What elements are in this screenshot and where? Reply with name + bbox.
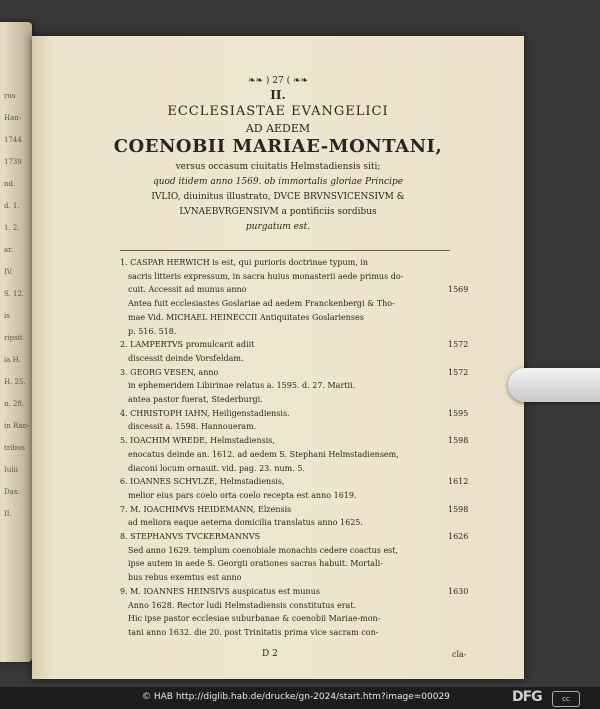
intro-line-4: LVNAEBVRGENSIVM a pontificiis sordibus (179, 207, 377, 217)
entry-year: 1569 (448, 285, 469, 295)
catchword: cla- (452, 650, 467, 659)
entry-year: 1630 (448, 586, 469, 596)
entry-line: 6. IOANNES SCHVLZE, Helmstadiensis, (120, 477, 285, 487)
entry-line: 7. M. IOACHIMVS HEIDEMANN, Elzensis (120, 504, 292, 514)
entry-line: diaconi locum ornauit. vid. pag. 23. num. 5. (128, 463, 305, 473)
section-number: II. (270, 88, 286, 102)
left-page-fragment: d. 1. (4, 202, 20, 210)
copyright-url[interactable]: © HAB http://diglib.hab.de/drucke/gn-2024/start.htm?image=00029 (142, 692, 450, 702)
left-page-fragment: ripsit (4, 334, 23, 342)
left-page-fragment: Dax. (4, 488, 20, 496)
entry-line: discessit deinde Vorsfeldam. (128, 353, 244, 363)
entry-line: 3. GEORG VESEN, anno (120, 367, 219, 377)
entry-line: bus rebus exemtus est anno (128, 573, 242, 583)
heading-line-2: AD AEDEM (245, 122, 311, 135)
left-page-fragment: II. (4, 510, 12, 518)
left-page-fragment: 1739 (4, 158, 22, 166)
entry-line: in ephemeridem Libirinae relatus a. 1595. d. 27. Martii. (128, 381, 356, 391)
left-page-edge (0, 22, 32, 662)
page-number-header: ❧❧ ) 27 ( ❧❧ (247, 76, 309, 86)
left-page-fragment: tribus (4, 444, 25, 452)
left-page-fragment: rus (4, 92, 16, 100)
entry-year: 1572 (448, 367, 469, 377)
scanned-page (32, 36, 524, 679)
entry-line: sacris litteris expressum, in sacra huius monasterii aede primus do- (128, 271, 404, 281)
divider (120, 250, 450, 251)
left-page-fragment: n. 28. (4, 400, 25, 408)
entry-year: 1572 (448, 340, 469, 350)
entry-year: 1598 (448, 504, 469, 514)
intro-line-2: quod itidem anno 1569. ob immortalis gloriae Principe (152, 177, 404, 187)
left-page-fragment: Iulii (4, 466, 18, 474)
entry-line: Antea fuit ecclesiastes Goslariae ad aedem Franckenbergi & Tho- (128, 299, 395, 309)
entry-line: discessit a. 1598. Hannoueram. (128, 422, 257, 432)
entry-line: ad meliora eaque aeterna domicilia translatus anno 1625. (128, 518, 363, 528)
entry-line: 5. IOACHIM WREDE, Helmstadiensis, (120, 436, 275, 446)
entry-year: 1612 (448, 477, 469, 487)
signature-mark: D 2 (262, 649, 278, 659)
entry-line: 9. M. IOANNES HEINSIVS auspicatus est munus (120, 586, 320, 596)
left-page-fragment: IV. (4, 268, 13, 276)
intro-line-5: purgatum est. (245, 222, 311, 232)
left-page-fragment: ar. (4, 246, 13, 254)
entry-year: 1598 (448, 436, 469, 446)
entry-year: 1595 (448, 408, 469, 418)
left-page-fragment: ia H. (4, 356, 21, 364)
entry-line: 2. LAMPERTVS promulcarit adiit (120, 340, 255, 350)
entry-line: 1. CASPAR HERWICH is est, qui purioris doctrinae typum, in (120, 258, 369, 267)
entry-line: mae Vid. MICHAEL HEINECCII Antiquitates Goslarienses (128, 312, 364, 322)
dfg-logo: DFG (512, 689, 542, 705)
viewer-side-tab[interactable] (508, 368, 600, 402)
left-page-fragment: nd. (4, 180, 16, 188)
left-page-fragment: 1. 2. (4, 224, 20, 232)
heading-line-1: ECCLESIASTAE EVANGELICI (167, 104, 389, 119)
entry-line: antea pastor fuerat, Stederburgi. (128, 395, 263, 404)
left-page-fragment: in Ran- (4, 422, 30, 430)
left-page-fragment: is (4, 312, 10, 320)
left-page-fragment: Han- (4, 114, 22, 122)
left-page-fragment: H. 25. (4, 378, 26, 386)
intro-line-1: versus occasum ciuitatis Helmstadiensis siti; (175, 162, 381, 172)
entry-line: 8. STEPHANVS TVCKERMANNVS (120, 532, 261, 541)
entry-line: melior eius pars coelo orta coelo recepta est anno 1619. (128, 490, 357, 500)
entry-line: Anno 1628. Rector ludi Helmstadiensis constitutus erat. (128, 600, 357, 610)
entry-line: 4. CHRISTOPH IAHN, Heiligenstadiensis. (120, 408, 290, 418)
intro-line-3: IVLIO, diuinitus illustrato, DVCE BRVNSVICENSIVM & (151, 192, 405, 202)
entry-line: Sed anno 1629. templum coenobiale monachis cedere coactus est, (128, 545, 399, 555)
entry-line: enocatus deinde an. 1612. ad aedem S. Stephani Helmstadiensem, (128, 449, 399, 459)
entry-line: Hic ipse pastor ecclesiae suburbanae & coenobii Mariae-mon- (128, 614, 381, 624)
heading-line-3: COENOBII MARIAE-MONTANI, (113, 136, 443, 157)
left-page-fragment: 1744 (4, 136, 22, 144)
license-badge: cc (552, 691, 580, 707)
entry-line: cuit. Accessit ad munus anno (128, 285, 247, 295)
entry-line: tani anno 1632. die 20. post Trinitatis prima vice sacram con- (128, 627, 379, 637)
left-page-fragment: S. 12. (4, 290, 25, 298)
entry-year: 1626 (448, 532, 469, 541)
entry-line: p. 516. 518. (128, 326, 177, 336)
footer-bar (0, 687, 600, 709)
entry-line: ipse autem in aede S. Georgii orationes sacras habuit. Mortali- (128, 559, 383, 569)
page-number: 27 (272, 76, 284, 86)
